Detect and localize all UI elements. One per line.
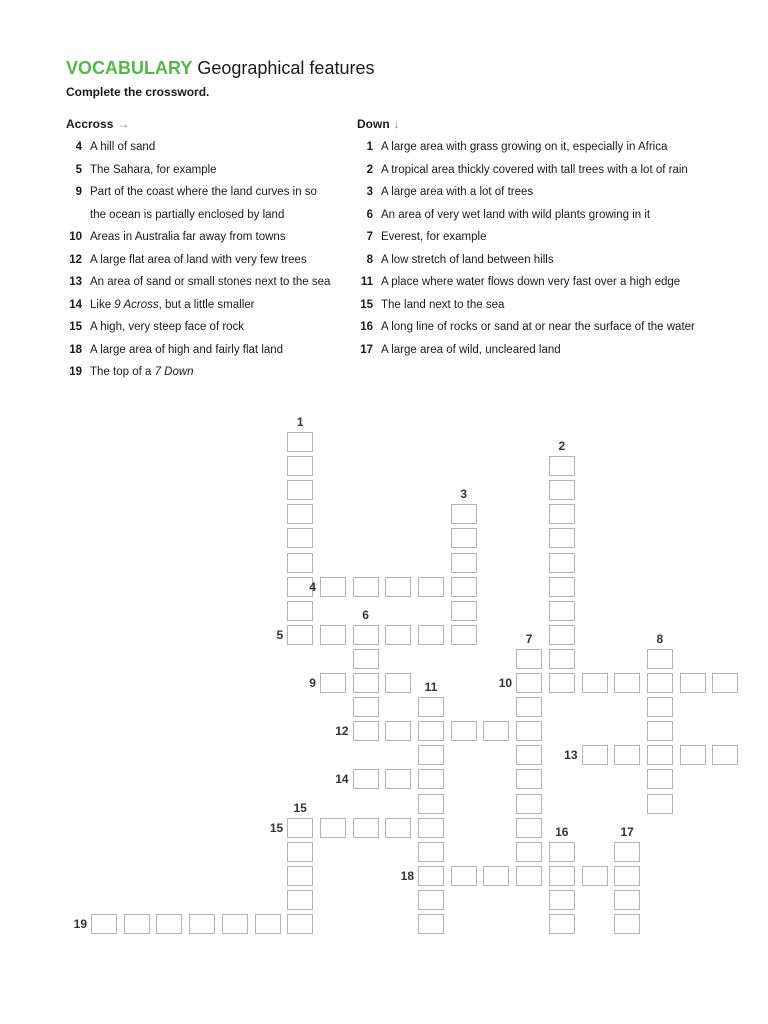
clue-text-part: A tropical area thickly covered with tall trees with a lot of rain	[381, 163, 688, 176]
grid-cell[interactable]	[647, 794, 673, 814]
grid-cell[interactable]	[287, 842, 313, 862]
clue-down-2	[357, 162, 757, 185]
title-keyword: VOCABULARY	[66, 58, 193, 78]
grid-cell[interactable]	[124, 914, 150, 934]
clue-text-part: The top of a	[90, 366, 155, 378]
clue-number: 16	[360, 321, 373, 333]
grid-cell[interactable]	[418, 794, 444, 814]
across-title: Accross	[66, 117, 114, 131]
clue-number: 2	[366, 163, 373, 176]
grid-cell[interactable]	[516, 842, 542, 862]
grid-cell[interactable]	[287, 625, 313, 645]
clue-text	[90, 207, 284, 223]
grid-cell[interactable]	[287, 890, 313, 910]
grid-cell[interactable]	[483, 866, 509, 886]
grid-cell[interactable]	[287, 914, 313, 934]
clue-across-18	[66, 342, 346, 365]
grid-cell[interactable]	[516, 745, 542, 765]
clue-text-part: A long line of rocks or sand at or near the surface of the water	[381, 321, 695, 333]
clue-text	[90, 319, 244, 335]
grid-cell[interactable]	[418, 914, 444, 934]
clue-number: 6	[366, 208, 373, 221]
clue-text	[381, 207, 650, 223]
grid-number-2-down: 2	[558, 439, 566, 454]
grid-number-6-down: 6	[362, 607, 369, 622]
title-topic: Geographical features	[197, 58, 375, 78]
grid-number-12-across: 12	[335, 724, 349, 739]
grid-number-15-down: 15	[293, 800, 307, 815]
grid-cell[interactable]	[549, 625, 575, 645]
grid-cell[interactable]	[451, 553, 477, 573]
grid-cell[interactable]	[385, 721, 411, 741]
grid-cell[interactable]	[549, 553, 575, 573]
grid-cell[interactable]	[712, 745, 738, 765]
grid-number-7-down: 7	[525, 631, 533, 646]
clue-text	[90, 162, 217, 178]
down-clue-list	[357, 139, 757, 364]
clue-across-5	[66, 162, 346, 185]
arrow-right-icon: →	[117, 117, 130, 131]
grid-cell[interactable]	[614, 842, 640, 862]
grid-cell[interactable]	[582, 673, 608, 693]
clue-text-part: , but a little smaller	[158, 298, 255, 311]
down-title: Down	[357, 117, 390, 131]
grid-cell[interactable]	[582, 745, 608, 765]
clue-across-10	[66, 229, 346, 252]
clue-text	[90, 342, 283, 358]
grid-cell[interactable]	[91, 914, 117, 934]
grid-cell[interactable]	[287, 818, 313, 838]
clue-number: 1	[366, 141, 373, 153]
grid-cell[interactable]	[287, 553, 313, 573]
clue-text	[381, 319, 695, 335]
clue-text-part: A hill of sand	[90, 141, 156, 153]
grid-cell[interactable]	[647, 721, 673, 741]
grid-cell[interactable]	[451, 601, 477, 621]
grid-cell[interactable]	[189, 914, 215, 934]
grid-cell[interactable]	[418, 721, 444, 741]
grid-cell[interactable]	[451, 721, 477, 741]
grid-cell[interactable]	[418, 818, 444, 838]
grid-cell[interactable]	[549, 577, 575, 597]
grid-cell[interactable]	[418, 625, 444, 645]
clue-text-part: Everest, for example	[381, 231, 487, 243]
grid-number-13-across: 13	[564, 748, 578, 763]
grid-cell[interactable]	[418, 769, 444, 789]
clue-text-part: A large area with a lot of trees	[381, 186, 534, 198]
clue-across-14	[66, 297, 346, 320]
grid-number-11-down: 11	[424, 680, 438, 695]
grid-number-1-down: 1	[296, 415, 304, 429]
grid-cell[interactable]	[516, 866, 542, 886]
clue-text	[90, 364, 194, 380]
grid-cell[interactable]	[549, 890, 575, 910]
grid-cell[interactable]	[549, 456, 575, 476]
clue-text-part: An area of sand or small stones next to the sea	[90, 276, 331, 288]
grid-cell[interactable]	[320, 625, 346, 645]
clue-across-12	[66, 252, 346, 275]
clue-across-19	[66, 364, 346, 387]
instruction: Complete the crossword.	[66, 85, 210, 99]
clue-down-3	[357, 184, 757, 207]
grid-number-5-across: 5	[276, 627, 284, 642]
grid-cell[interactable]	[418, 866, 444, 886]
clue-reference: 9 Across	[114, 298, 159, 311]
grid-cell[interactable]	[287, 528, 313, 548]
clue-number: 15	[360, 298, 373, 311]
grid-cell[interactable]	[353, 577, 379, 597]
grid-cell[interactable]	[385, 769, 411, 789]
clue-text	[90, 184, 317, 200]
page-title	[66, 58, 374, 79]
grid-cell[interactable]	[287, 504, 313, 524]
grid-number-3-down: 3	[460, 487, 468, 502]
grid-cell[interactable]	[287, 866, 313, 886]
grid-cell[interactable]	[614, 866, 640, 886]
clue-text-part: An area of very wet land with wild plants growing in it	[381, 208, 651, 221]
clue-number: 3	[366, 186, 373, 198]
grid-cell[interactable]	[418, 745, 444, 765]
clue-text	[381, 274, 680, 290]
clue-text-part: A low stretch of land between hills	[381, 253, 554, 266]
grid-cell[interactable]	[614, 914, 640, 934]
grid-cell[interactable]	[418, 577, 444, 597]
grid-cell[interactable]	[647, 697, 673, 717]
grid-cell[interactable]	[516, 818, 542, 838]
clue-down-15	[357, 297, 757, 320]
clue-across-13	[66, 274, 346, 297]
clue-reference: 7 Down	[154, 366, 194, 378]
clue-text	[381, 139, 667, 155]
clue-text	[381, 252, 554, 268]
grid-number-4-across: 4	[309, 579, 316, 594]
clue-down-11	[357, 274, 757, 297]
grid-number-8-down: 8	[656, 631, 664, 646]
grid-cell[interactable]	[287, 480, 313, 500]
grid-number-9-across: 9	[309, 676, 316, 690]
grid-cell[interactable]	[614, 673, 640, 693]
grid-cell[interactable]	[156, 914, 182, 934]
arrow-down-icon: ↓	[393, 117, 400, 131]
grid-cell[interactable]	[385, 673, 411, 693]
clue-text-part: A large area of wild, uncleared land	[381, 343, 561, 356]
grid-cell[interactable]	[549, 673, 575, 693]
clue-text	[381, 162, 688, 178]
clue-across-continued	[66, 207, 346, 230]
grid-cell[interactable]	[451, 866, 477, 886]
grid-number-18-across: 18	[400, 868, 414, 883]
grid-cell[interactable]	[385, 818, 411, 838]
grid-cell[interactable]	[320, 673, 346, 693]
clue-number: 10	[69, 231, 82, 243]
clue-number: 12	[69, 253, 82, 266]
grid-cell[interactable]	[549, 866, 575, 886]
grid-cell[interactable]	[549, 601, 575, 621]
grid-cell[interactable]	[451, 577, 477, 597]
grid-cell[interactable]	[287, 432, 313, 452]
clue-text-part: The land next to the sea	[381, 298, 505, 311]
grid-cell[interactable]	[385, 625, 411, 645]
clue-number: 9	[75, 186, 82, 198]
clue-text-part: Areas in Australia far away from towns	[90, 231, 286, 243]
clue-text-part: The Sahara, for example	[90, 163, 217, 176]
grid-cell[interactable]	[418, 842, 444, 862]
grid-cell[interactable]	[647, 745, 673, 765]
clue-number: 15	[69, 321, 82, 333]
grid-cell[interactable]	[353, 649, 379, 669]
clue-down-16	[357, 319, 757, 342]
grid-cell[interactable]	[516, 697, 542, 717]
clue-text	[90, 139, 155, 155]
grid-cell[interactable]	[516, 721, 542, 741]
clue-number: 17	[360, 343, 373, 356]
clue-number: 18	[69, 343, 82, 356]
clue-text-part: A place where water flows down very fast over a high edge	[381, 276, 681, 288]
clue-number: 13	[69, 276, 82, 288]
grid-cell[interactable]	[353, 769, 379, 789]
grid-cell[interactable]	[353, 673, 379, 693]
grid-cell[interactable]	[451, 625, 477, 645]
clue-across-15	[66, 319, 346, 342]
grid-number-14-across: 14	[335, 772, 349, 787]
clue-number: 4	[75, 141, 82, 153]
grid-cell[interactable]	[418, 697, 444, 717]
grid-cell[interactable]	[353, 818, 379, 838]
grid-cell[interactable]	[614, 745, 640, 765]
clue-down-17	[357, 342, 757, 365]
grid-cell[interactable]	[516, 673, 542, 693]
clue-number: 11	[360, 276, 373, 288]
clue-text-part: A high, very steep face of rock	[90, 321, 245, 333]
clue-number: 7	[366, 231, 373, 243]
grid-number-19-across: 19	[73, 917, 87, 931]
grid-cell[interactable]	[353, 625, 379, 645]
grid-cell[interactable]	[549, 842, 575, 862]
grid-cell[interactable]	[549, 528, 575, 548]
clue-number: 14	[69, 298, 82, 311]
grid-cell[interactable]	[320, 577, 346, 597]
grid-cell[interactable]	[353, 721, 379, 741]
clue-text-part: the ocean is partially enclosed by land	[90, 208, 285, 221]
grid-cell[interactable]	[549, 504, 575, 524]
clue-text-part: A large area of high and fairly flat land	[90, 343, 284, 356]
grid-cell[interactable]	[614, 890, 640, 910]
clue-text	[381, 297, 504, 313]
clue-down-6	[357, 207, 757, 230]
grid-cell[interactable]	[647, 673, 673, 693]
grid-cell[interactable]	[385, 577, 411, 597]
clue-number: 8	[366, 253, 373, 266]
clue-text-part: Part of the coast where the land curves in so	[90, 186, 317, 198]
clue-text-part: Like	[90, 298, 115, 311]
grid-cell[interactable]	[680, 745, 706, 765]
grid-cell[interactable]	[418, 890, 444, 910]
grid-cell[interactable]	[582, 866, 608, 886]
grid-cell[interactable]	[320, 818, 346, 838]
grid-cell[interactable]	[647, 649, 673, 669]
grid-cell[interactable]	[549, 480, 575, 500]
clue-across-4	[66, 139, 346, 162]
grid-cell[interactable]	[647, 769, 673, 789]
clue-number: 5	[75, 163, 82, 176]
clue-text	[381, 342, 561, 358]
clue-text	[90, 229, 286, 245]
grid-cell[interactable]	[483, 721, 509, 741]
across-heading	[66, 117, 129, 131]
grid-cell[interactable]	[516, 769, 542, 789]
grid-cell[interactable]	[516, 649, 542, 669]
clue-text-part: A large flat area of land with very few trees	[90, 253, 307, 266]
clue-number: 19	[69, 366, 82, 378]
across-clue-list	[66, 139, 346, 387]
clue-text	[381, 184, 533, 200]
grid-cell[interactable]	[549, 649, 575, 669]
clue-down-8	[357, 252, 757, 275]
grid-number-17-down: 17	[620, 824, 634, 839]
clue-down-7	[357, 229, 757, 252]
grid-number-10-across: 10	[498, 676, 513, 690]
clue-text	[90, 274, 330, 290]
grid-number-15-across: 15	[269, 820, 284, 835]
grid-cell[interactable]	[222, 914, 248, 934]
grid-cell[interactable]	[516, 794, 542, 814]
grid-cell[interactable]	[451, 504, 477, 524]
grid-cell[interactable]	[549, 914, 575, 934]
clue-text-part: A large area with grass growing on it, especially in Africa	[381, 141, 668, 153]
grid-cell[interactable]	[680, 673, 706, 693]
clue-down-1	[357, 139, 757, 162]
grid-cell[interactable]	[255, 914, 281, 934]
grid-cell[interactable]	[287, 456, 313, 476]
grid-number-16-down: 16	[555, 824, 569, 839]
grid-cell[interactable]	[287, 601, 313, 621]
clue-text	[90, 297, 254, 313]
clue-across-9	[66, 184, 346, 207]
grid-cell[interactable]	[353, 697, 379, 717]
clue-text	[381, 229, 486, 245]
grid-cell[interactable]	[451, 528, 477, 548]
clue-text	[90, 252, 307, 268]
grid-cell[interactable]	[712, 673, 738, 693]
down-heading	[357, 117, 400, 131]
